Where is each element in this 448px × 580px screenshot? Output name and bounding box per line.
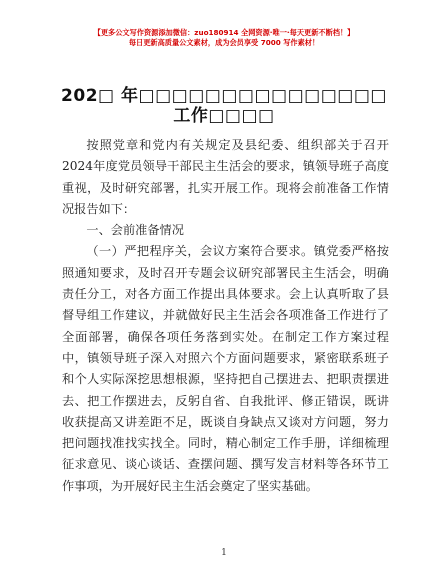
- page-number: 1: [221, 548, 227, 558]
- intro-paragraph: 按照党章和党内有关规定及县纪委、组织部关于召开2024年度党员领导干部民主生活会的要求，镇领导班子高度重视，及时研究部署，扎实开展工作。现将会前准备工作情况报告如下：: [62, 138, 389, 216]
- section-1-heading: 一、会前准备情况: [86, 223, 184, 238]
- promo-banner-line-2: 每日更新高质量公文素材，成为会员享受 7000 写作素材！: [128, 38, 320, 47]
- section-1-paragraph-1: （一）严把程序关，会议方案符合要求。镇党委严格按照通知要求，及时召开专题会议研究部署民主生活会，明确责任分工，对各方面工作提出具体要求。会上认真听取了县督导组工作建议，并就做好民主生活会各项准备工作进行了全面部署，确保各项任务落到实处。在制定工作方案过程中，镇领导班子深入对照六个方面问题要求，紧密联系班子和个人实际深挖思想根源，坚持把自己摆进去、把职责摆进去、把工作摆进去，反躬自省、自我批评、修正错误，既讲收获提高又讲差距不足，既谈自身缺点又谈对方问题，努力把问题找准找实找全。同时，精心制定工作手册，详细梳理征求意见、谈心谈话、查摆问题、撰写发言材料等各环节工作事项，为开展好民主生活会奠定了坚实基础。: [62, 244, 389, 493]
- document-title-line-2: 工作□□□□: [173, 106, 275, 126]
- document-title-line-1: 202□ 年□□□□□□□□□□□□□□□: [61, 86, 387, 106]
- promo-banner-line-1: 【更多公文写作资源添加微信：zuo180914 全网资源·唯一·每天更新不断档！】: [93, 28, 355, 37]
- document-body: [62, 135, 389, 497]
